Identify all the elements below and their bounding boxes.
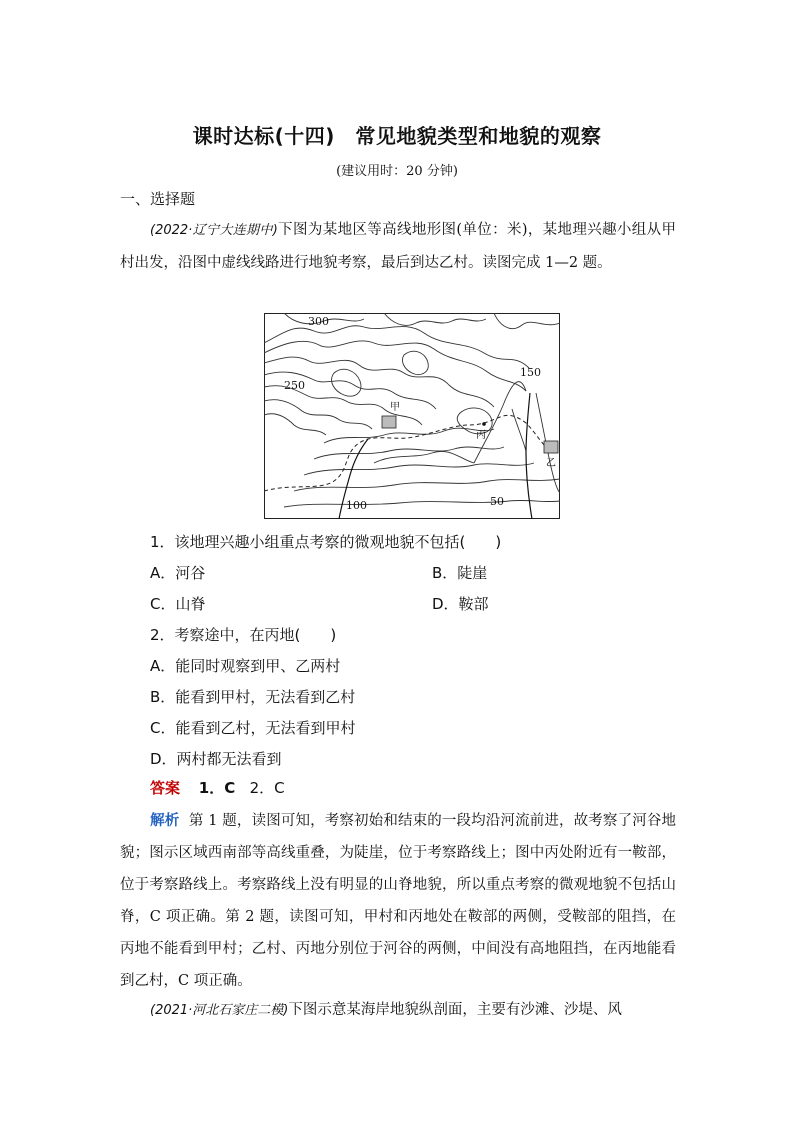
place-label-jia: 甲 [390,402,400,413]
q1-option-a: A．河谷 [150,564,206,582]
suggested-time: (建议用时：20 分钟) [336,164,458,179]
q1-option-d: D．鞍部 [432,595,489,613]
intro-text-2: 下图示意某海岸地貌纵剖面，主要有沙滩、沙堤、风 [288,1002,622,1018]
q1-option-c: C．山脊 [150,595,206,613]
answer-2: 2．C [249,779,285,797]
contour-label-150: 150 [520,366,541,379]
q2-option-c: C．能看到乙村，无法看到甲村 [150,719,356,737]
contour-label-300: 300 [308,315,329,328]
q2-option-d: D．两村都无法看到 [150,750,282,768]
place-label-bing: 丙 [476,430,486,441]
village-jia-marker [382,416,396,428]
contour-label-100: 100 [346,499,367,512]
place-label-yi: 乙 [546,458,556,469]
intro-paragraph-1 [120,214,676,279]
answer-1: 1．C [198,779,236,797]
question-2-stem: 2．考察途中，在丙地( ) [150,626,337,644]
contour-label-50: 50 [490,495,504,508]
q2-option-a: A．能同时观察到甲、乙两村 [150,657,341,675]
q2-option-b: B．能看到甲村，无法看到乙村 [150,688,356,706]
source-citation-2: (2021·河北石家庄二模) [150,1003,289,1018]
analysis-label: 解析 [150,813,180,829]
source-citation-1: (2022·辽宁大连期中) [150,223,278,238]
answer-label: 答案 [150,779,181,797]
site-bing-marker [482,422,486,426]
question-1-stem: 1．该地理兴趣小组重点考察的微观地貌不包括( ) [150,533,502,551]
page-title: 课时达标(十四) 常见地貌类型和地貌的观察 [192,124,602,148]
contour-label-250: 250 [284,379,305,392]
intro-paragraph-2 [120,994,676,1027]
answer-line [150,777,285,798]
q1-option-b: B．陡崖 [432,564,488,582]
analysis-text: 第 1 题，读图可知，考察初始和结束的一段均沿河流前进，故考察了河谷地貌；图示区域西南部等高线重叠，为陡崖，位于考察路线上；图中丙处附近有一鞍部，位于考察路线上。考察路线上没有明显的山脊地貌，所以重点考察的微观地貌不包括山脊，C 项正确。第 2 题，读图可知，甲村和丙地处在鞍部的两侧，受鞍部的阻挡，在丙地不能看到甲村；乙村、丙地分别位于河谷的两侧，中间没有高地阻挡，在丙地能看到乙村，C 项正确。 [120,813,676,989]
analysis-paragraph [120,805,676,997]
intro-text-1: 下图为某地区等高线地形图(单位：米)，某地理兴趣小组从甲村出发，沿图中虚线线路进行地貌考察，最后到达乙村。读图完成 1—2 题。 [120,222,676,271]
village-yi-marker [544,441,558,453]
section-heading: 一、选择题 [120,190,196,208]
contour-map [264,313,560,519]
